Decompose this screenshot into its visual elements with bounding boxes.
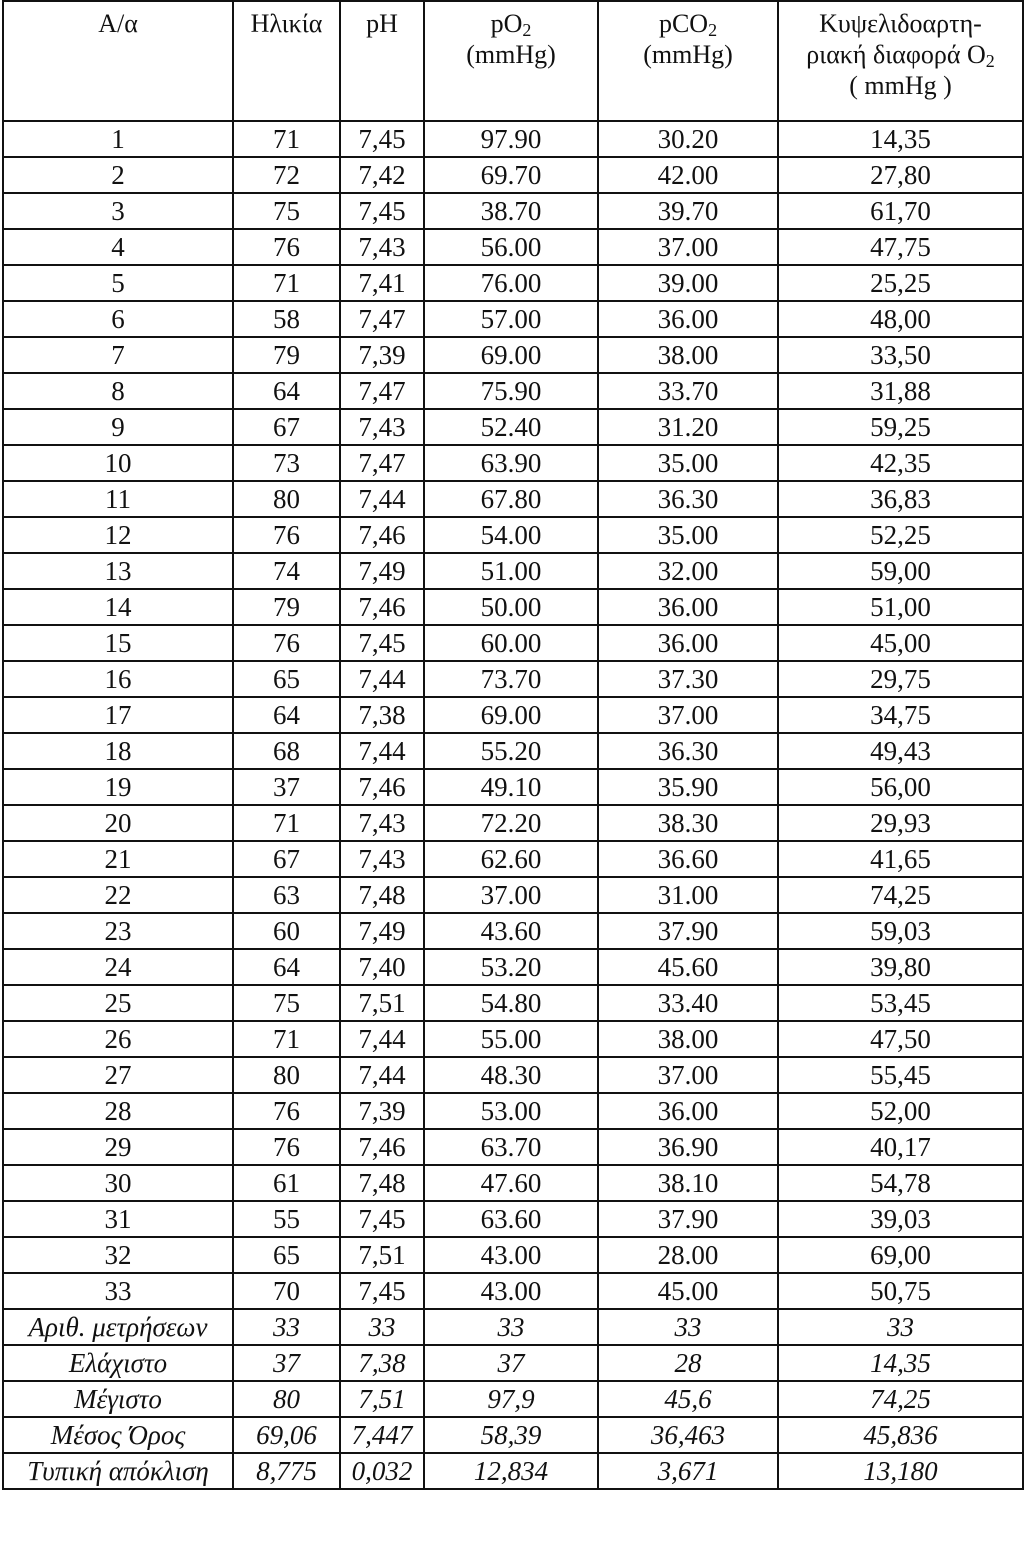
stat-po2: 37	[424, 1345, 598, 1381]
cell-serial: 16	[3, 661, 233, 697]
table-row	[3, 661, 1023, 697]
cell-aa-o2-gradient: 45,00	[778, 625, 1023, 661]
cell-ph: 7,44	[340, 733, 424, 769]
cell-aa-o2-gradient: 69,00	[778, 1237, 1023, 1273]
cell-age: 74	[233, 553, 340, 589]
header-ph: pH	[340, 1, 424, 121]
stat-aa-o2-gradient: 14,35	[778, 1345, 1023, 1381]
cell-po2: 49.10	[424, 769, 598, 805]
cell-ph: 7,45	[340, 625, 424, 661]
cell-serial: 9	[3, 409, 233, 445]
table-row	[3, 1021, 1023, 1057]
table-row	[3, 445, 1023, 481]
cell-po2: 63.70	[424, 1129, 598, 1165]
cell-po2: 48.30	[424, 1057, 598, 1093]
cell-age: 72	[233, 157, 340, 193]
cell-aa-o2-gradient: 27,80	[778, 157, 1023, 193]
cell-ph: 7,48	[340, 1165, 424, 1201]
cell-serial: 31	[3, 1201, 233, 1237]
cell-serial: 28	[3, 1093, 233, 1129]
table-row	[3, 769, 1023, 805]
header-row	[3, 1, 1023, 121]
cell-pco2: 37.30	[598, 661, 778, 697]
cell-age: 73	[233, 445, 340, 481]
stat-ph: 7,51	[340, 1381, 424, 1417]
cell-ph: 7,49	[340, 553, 424, 589]
cell-aa-o2-gradient: 36,83	[778, 481, 1023, 517]
cell-serial: 23	[3, 913, 233, 949]
cell-aa-o2-gradient: 25,25	[778, 265, 1023, 301]
table-row	[3, 589, 1023, 625]
cell-pco2: 38.10	[598, 1165, 778, 1201]
cell-age: 58	[233, 301, 340, 337]
table-body	[3, 121, 1023, 1309]
stat-pco2: 3,671	[598, 1453, 778, 1489]
table-header	[3, 1, 1023, 121]
cell-pco2: 36.00	[598, 625, 778, 661]
cell-pco2: 39.00	[598, 265, 778, 301]
table-row	[3, 265, 1023, 301]
cell-pco2: 38.00	[598, 337, 778, 373]
cell-ph: 7,39	[340, 337, 424, 373]
stat-aa-o2-gradient: 45,836	[778, 1417, 1023, 1453]
cell-ph: 7,45	[340, 193, 424, 229]
cell-age: 76	[233, 625, 340, 661]
cell-pco2: 38.00	[598, 1021, 778, 1057]
cell-aa-o2-gradient: 47,50	[778, 1021, 1023, 1057]
cell-po2: 63.90	[424, 445, 598, 481]
stat-po2: 97,9	[424, 1381, 598, 1417]
stat-aa-o2-gradient: 33	[778, 1309, 1023, 1345]
cell-aa-o2-gradient: 54,78	[778, 1165, 1023, 1201]
stat-age: 80	[233, 1381, 340, 1417]
cell-ph: 7,45	[340, 1201, 424, 1237]
stat-label: Μέσος Όρος	[3, 1417, 233, 1453]
cell-serial: 2	[3, 157, 233, 193]
cell-aa-o2-gradient: 59,03	[778, 913, 1023, 949]
cell-po2: 69.00	[424, 337, 598, 373]
cell-serial: 1	[3, 121, 233, 157]
cell-serial: 7	[3, 337, 233, 373]
cell-ph: 7,47	[340, 301, 424, 337]
cell-pco2: 36.30	[598, 733, 778, 769]
table-row	[3, 1201, 1023, 1237]
cell-aa-o2-gradient: 29,93	[778, 805, 1023, 841]
cell-po2: 43.00	[424, 1273, 598, 1309]
cell-pco2: 30.20	[598, 121, 778, 157]
table-row	[3, 1273, 1023, 1309]
cell-serial: 26	[3, 1021, 233, 1057]
cell-serial: 27	[3, 1057, 233, 1093]
table-row	[3, 1057, 1023, 1093]
stat-label: Μέγιστο	[3, 1381, 233, 1417]
cell-aa-o2-gradient: 50,75	[778, 1273, 1023, 1309]
stat-label: Ελάχιστο	[3, 1345, 233, 1381]
cell-ph: 7,49	[340, 913, 424, 949]
cell-pco2: 31.00	[598, 877, 778, 913]
cell-pco2: 37.00	[598, 229, 778, 265]
cell-serial: 4	[3, 229, 233, 265]
table-row	[3, 481, 1023, 517]
cell-ph: 7,42	[340, 157, 424, 193]
table-row	[3, 157, 1023, 193]
cell-age: 67	[233, 841, 340, 877]
table-row	[3, 805, 1023, 841]
stat-age: 69,06	[233, 1417, 340, 1453]
cell-ph: 7,44	[340, 661, 424, 697]
stat-pco2: 33	[598, 1309, 778, 1345]
cell-pco2: 42.00	[598, 157, 778, 193]
cell-ph: 7,47	[340, 445, 424, 481]
cell-age: 80	[233, 1057, 340, 1093]
stat-age: 37	[233, 1345, 340, 1381]
cell-po2: 72.20	[424, 805, 598, 841]
table-row	[3, 841, 1023, 877]
cell-pco2: 37.00	[598, 1057, 778, 1093]
cell-ph: 7,43	[340, 229, 424, 265]
table-row	[3, 121, 1023, 157]
table-row	[3, 373, 1023, 409]
cell-po2: 55.20	[424, 733, 598, 769]
header-age: Ηλικία	[233, 1, 340, 121]
stat-ph: 7,447	[340, 1417, 424, 1453]
cell-po2: 43.00	[424, 1237, 598, 1273]
cell-serial: 20	[3, 805, 233, 841]
cell-aa-o2-gradient: 42,35	[778, 445, 1023, 481]
stat-max-row	[3, 1381, 1023, 1417]
cell-po2: 73.70	[424, 661, 598, 697]
cell-aa-o2-gradient: 61,70	[778, 193, 1023, 229]
cell-ph: 7,48	[340, 877, 424, 913]
cell-pco2: 36.00	[598, 1093, 778, 1129]
cell-ph: 7,46	[340, 517, 424, 553]
cell-po2: 37.00	[424, 877, 598, 913]
cell-pco2: 33.70	[598, 373, 778, 409]
cell-aa-o2-gradient: 49,43	[778, 733, 1023, 769]
cell-po2: 51.00	[424, 553, 598, 589]
cell-po2: 76.00	[424, 265, 598, 301]
cell-ph: 7,46	[340, 589, 424, 625]
cell-pco2: 32.00	[598, 553, 778, 589]
stat-po2: 58,39	[424, 1417, 598, 1453]
table-row	[3, 625, 1023, 661]
cell-aa-o2-gradient: 53,45	[778, 985, 1023, 1021]
cell-serial: 15	[3, 625, 233, 661]
cell-po2: 55.00	[424, 1021, 598, 1057]
cell-age: 76	[233, 229, 340, 265]
table-row	[3, 1165, 1023, 1201]
cell-age: 71	[233, 121, 340, 157]
stat-mean-row	[3, 1417, 1023, 1453]
table-row	[3, 697, 1023, 733]
cell-age: 79	[233, 337, 340, 373]
cell-serial: 29	[3, 1129, 233, 1165]
cell-ph: 7,45	[340, 121, 424, 157]
cell-pco2: 37.90	[598, 913, 778, 949]
cell-serial: 21	[3, 841, 233, 877]
cell-po2: 54.00	[424, 517, 598, 553]
cell-serial: 8	[3, 373, 233, 409]
cell-serial: 19	[3, 769, 233, 805]
cell-aa-o2-gradient: 74,25	[778, 877, 1023, 913]
stat-ph: 33	[340, 1309, 424, 1345]
stat-age: 33	[233, 1309, 340, 1345]
stat-aa-o2-gradient: 13,180	[778, 1453, 1023, 1489]
table-row	[3, 229, 1023, 265]
stat-pco2: 45,6	[598, 1381, 778, 1417]
stat-po2: 12,834	[424, 1453, 598, 1489]
cell-serial: 10	[3, 445, 233, 481]
stat-label: Τυπική απόκλιση	[3, 1453, 233, 1489]
cell-pco2: 28.00	[598, 1237, 778, 1273]
cell-age: 71	[233, 265, 340, 301]
table-row	[3, 877, 1023, 913]
cell-age: 65	[233, 661, 340, 697]
cell-age: 64	[233, 373, 340, 409]
cell-serial: 17	[3, 697, 233, 733]
header-pco2: pCO$_2$ (mmHg)	[598, 1, 778, 121]
cell-ph: 7,44	[340, 481, 424, 517]
cell-po2: 57.00	[424, 301, 598, 337]
table-row	[3, 1237, 1023, 1273]
cell-serial: 32	[3, 1237, 233, 1273]
cell-pco2: 36.30	[598, 481, 778, 517]
cell-pco2: 36.00	[598, 301, 778, 337]
table-row	[3, 409, 1023, 445]
cell-age: 61	[233, 1165, 340, 1201]
table-row	[3, 301, 1023, 337]
blood-gas-table	[2, 0, 1024, 1490]
cell-aa-o2-gradient: 40,17	[778, 1129, 1023, 1165]
cell-aa-o2-gradient: 52,00	[778, 1093, 1023, 1129]
cell-age: 79	[233, 589, 340, 625]
stat-age: 8,775	[233, 1453, 340, 1489]
stat-aa-o2-gradient: 74,25	[778, 1381, 1023, 1417]
cell-po2: 69.70	[424, 157, 598, 193]
cell-pco2: 45.00	[598, 1273, 778, 1309]
cell-pco2: 36.60	[598, 841, 778, 877]
cell-age: 55	[233, 1201, 340, 1237]
cell-aa-o2-gradient: 39,80	[778, 949, 1023, 985]
cell-serial: 5	[3, 265, 233, 301]
header-po2: $pO_2$ (mmHg)	[424, 1, 598, 121]
stat-label: Αριθ. μετρήσεων	[3, 1309, 233, 1345]
cell-po2: 60.00	[424, 625, 598, 661]
cell-serial: 6	[3, 301, 233, 337]
stat-count-row	[3, 1309, 1023, 1345]
cell-age: 64	[233, 697, 340, 733]
cell-age: 70	[233, 1273, 340, 1309]
cell-po2: 75.90	[424, 373, 598, 409]
cell-po2: 69.00	[424, 697, 598, 733]
table-row	[3, 193, 1023, 229]
cell-age: 80	[233, 481, 340, 517]
cell-aa-o2-gradient: 39,03	[778, 1201, 1023, 1237]
cell-age: 65	[233, 1237, 340, 1273]
cell-ph: 7,43	[340, 841, 424, 877]
table-row	[3, 733, 1023, 769]
table-row	[3, 553, 1023, 589]
cell-age: 71	[233, 805, 340, 841]
cell-aa-o2-gradient: 14,35	[778, 121, 1023, 157]
cell-po2: 47.60	[424, 1165, 598, 1201]
cell-aa-o2-gradient: 59,00	[778, 553, 1023, 589]
cell-aa-o2-gradient: 51,00	[778, 589, 1023, 625]
cell-pco2: 36.00	[598, 589, 778, 625]
cell-ph: 7,43	[340, 805, 424, 841]
cell-po2: 38.70	[424, 193, 598, 229]
header-aa-o2-gradient: Κυψελιδοαρτη- ριακή διαφορά $O_2$ ( mmHg )	[778, 1, 1023, 121]
stat-ph: 7,38	[340, 1345, 424, 1381]
table-row	[3, 913, 1023, 949]
header-serial: Α/α	[3, 1, 233, 121]
cell-po2: 50.00	[424, 589, 598, 625]
cell-ph: 7,46	[340, 1129, 424, 1165]
cell-pco2: 39.70	[598, 193, 778, 229]
cell-po2: 97.90	[424, 121, 598, 157]
cell-age: 68	[233, 733, 340, 769]
cell-pco2: 37.00	[598, 697, 778, 733]
cell-aa-o2-gradient: 29,75	[778, 661, 1023, 697]
cell-serial: 22	[3, 877, 233, 913]
cell-ph: 7,51	[340, 985, 424, 1021]
stat-pco2: 28	[598, 1345, 778, 1381]
cell-pco2: 35.90	[598, 769, 778, 805]
cell-ph: 7,39	[340, 1093, 424, 1129]
table-row	[3, 337, 1023, 373]
cell-serial: 14	[3, 589, 233, 625]
statistics-section	[3, 1309, 1023, 1489]
cell-pco2: 38.30	[598, 805, 778, 841]
table-row	[3, 1129, 1023, 1165]
cell-pco2: 35.00	[598, 445, 778, 481]
cell-po2: 53.20	[424, 949, 598, 985]
cell-serial: 24	[3, 949, 233, 985]
cell-po2: 67.80	[424, 481, 598, 517]
cell-po2: 53.00	[424, 1093, 598, 1129]
cell-ph: 7,45	[340, 1273, 424, 1309]
table-row	[3, 985, 1023, 1021]
cell-pco2: 36.90	[598, 1129, 778, 1165]
cell-age: 76	[233, 1093, 340, 1129]
cell-serial: 33	[3, 1273, 233, 1309]
cell-po2: 52.40	[424, 409, 598, 445]
cell-pco2: 37.90	[598, 1201, 778, 1237]
cell-ph: 7,44	[340, 1057, 424, 1093]
cell-aa-o2-gradient: 56,00	[778, 769, 1023, 805]
cell-age: 71	[233, 1021, 340, 1057]
cell-pco2: 35.00	[598, 517, 778, 553]
cell-po2: 43.60	[424, 913, 598, 949]
cell-aa-o2-gradient: 55,45	[778, 1057, 1023, 1093]
cell-pco2: 31.20	[598, 409, 778, 445]
cell-po2: 56.00	[424, 229, 598, 265]
cell-aa-o2-gradient: 59,25	[778, 409, 1023, 445]
cell-serial: 13	[3, 553, 233, 589]
cell-serial: 3	[3, 193, 233, 229]
cell-serial: 30	[3, 1165, 233, 1201]
cell-pco2: 33.40	[598, 985, 778, 1021]
cell-serial: 11	[3, 481, 233, 517]
cell-aa-o2-gradient: 47,75	[778, 229, 1023, 265]
cell-ph: 7,44	[340, 1021, 424, 1057]
cell-po2: 63.60	[424, 1201, 598, 1237]
cell-age: 60	[233, 913, 340, 949]
cell-age: 37	[233, 769, 340, 805]
cell-aa-o2-gradient: 31,88	[778, 373, 1023, 409]
cell-po2: 54.80	[424, 985, 598, 1021]
stat-stddev-row	[3, 1453, 1023, 1489]
cell-ph: 7,43	[340, 409, 424, 445]
stat-ph: 0,032	[340, 1453, 424, 1489]
cell-age: 76	[233, 1129, 340, 1165]
cell-age: 75	[233, 985, 340, 1021]
cell-age: 64	[233, 949, 340, 985]
cell-age: 67	[233, 409, 340, 445]
stat-min-row	[3, 1345, 1023, 1381]
table-row	[3, 949, 1023, 985]
cell-pco2: 45.60	[598, 949, 778, 985]
cell-age: 63	[233, 877, 340, 913]
cell-ph: 7,47	[340, 373, 424, 409]
table-row	[3, 1093, 1023, 1129]
cell-ph: 7,41	[340, 265, 424, 301]
stat-pco2: 36,463	[598, 1417, 778, 1453]
cell-aa-o2-gradient: 41,65	[778, 841, 1023, 877]
cell-age: 75	[233, 193, 340, 229]
cell-ph: 7,38	[340, 697, 424, 733]
table-row	[3, 517, 1023, 553]
cell-ph: 7,51	[340, 1237, 424, 1273]
cell-ph: 7,46	[340, 769, 424, 805]
cell-aa-o2-gradient: 52,25	[778, 517, 1023, 553]
cell-po2: 62.60	[424, 841, 598, 877]
cell-aa-o2-gradient: 34,75	[778, 697, 1023, 733]
cell-serial: 12	[3, 517, 233, 553]
cell-ph: 7,40	[340, 949, 424, 985]
cell-serial: 18	[3, 733, 233, 769]
cell-aa-o2-gradient: 33,50	[778, 337, 1023, 373]
cell-aa-o2-gradient: 48,00	[778, 301, 1023, 337]
stat-po2: 33	[424, 1309, 598, 1345]
cell-serial: 25	[3, 985, 233, 1021]
cell-age: 76	[233, 517, 340, 553]
